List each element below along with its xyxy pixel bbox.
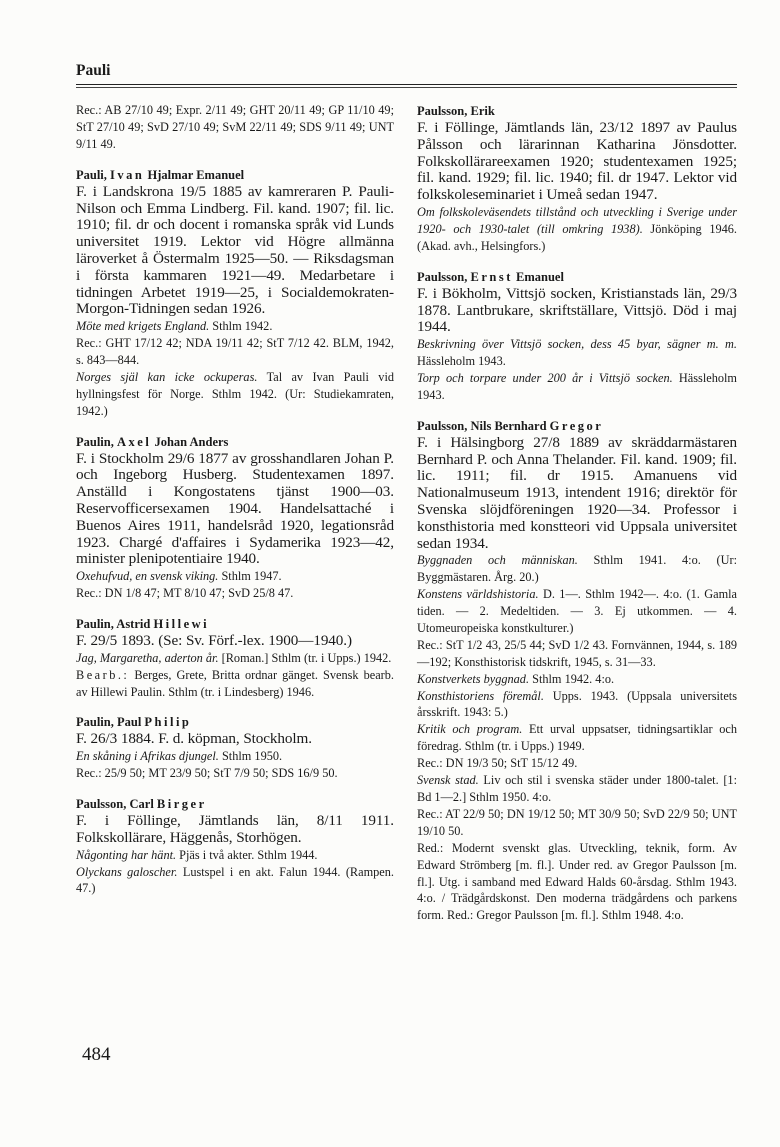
entry-heading [417,268,737,286]
work-title: En skåning i Afrikas djungel. [76,749,219,764]
heading-text: Emanuel [512,269,564,284]
text-segment: [Roman.] Sthlm (tr. i Upps.) 1942. [218,650,392,665]
work-title: Möte med krigets England. [76,319,210,334]
bibliography-text [417,336,737,370]
page-number: 484 [82,1044,111,1065]
text-segment: Jönköping 1946. (Akad. avh., Helsingfors.) [417,221,737,253]
text-segment: Ett urval uppsatser, tidningsartiklar och föredrag. Sthlm (tr. i Upps.) 1949. [417,722,737,754]
bibliography-text [417,721,737,755]
entry-paulsson-ernst [417,268,737,404]
bibliography-text [76,748,394,765]
bibliography-text [76,102,394,153]
work-title: Konstens världshistoria. [417,587,539,602]
bibliography-text [417,637,737,671]
text-segment: Rec.: DN 1/8 47; MT 8/10 47; SvD 25/8 47. [76,586,294,601]
biography-text [76,731,394,748]
work-title: Jag, Margaretha, aderton år. [76,650,219,665]
text-segment: Liv och stil i svenska städer under 1800-talet. [1: Bd 1—2.] Sthlm 1950. 4:o. [417,773,737,804]
entry-pauli-ivan [76,166,394,420]
text-segment: Berges, Grete, Britta ordnar gänget. Svensk bearb. av Hillewi Paulin. Sthlm (tr. i Lindesberg) 1946. [76,667,394,699]
work-title: Beskrivning över Vittsjö socken, dess 45 byar, sägner m. m. [417,337,737,352]
entry-pauli-rec [76,102,394,153]
biography-text [417,435,737,553]
bibliography-text [417,755,737,772]
bibliography-text [76,765,394,782]
text-segment: Upps. 1943. (Uppsala universitets årsskrift. 1943: 5.) [417,688,737,720]
work-title: Oxehufvud, en svensk viking. [76,569,219,584]
work-title: Torp och torpare under 200 år i Vittsjö socken. [417,370,673,385]
bibliography-text [76,369,394,420]
bibliography-text [76,318,394,335]
text-segment: F. i Föllinge, Jämtlands län, 23/12 1897 av Paulus Pålsson och lärarinnan Katharina Jönsdotter. Folkskollärareexamen 1920; studentexamen 1925; fil. kand. 1929; fil. lic. 1940; fil. dr 1947. Lektor vid folkskoleseminariet i Umeå sedan 1947. [417,119,737,204]
work-title: Konsthistoriens föremål. [417,688,544,703]
text-segment: F. i Stockholm 29/6 1877 av grosshandlaren Johan P. och Ingeborg Husberg. Studentexamen 1897. Anställd i Kongostatens tjänst 1900—03. Reservofficersexamen 1904. Handelsattaché i Buenos Aires 1911, handelsråd 1920, legationsråd 1923. Chargé d'affaires i Sydamerika 1923—42, minister plenipotentiaire 1940. [76,449,394,568]
text-segment: Sthlm 1942. [209,319,273,334]
work-title: Olyckans galoscher. [76,864,178,879]
entry-paulin-paul [76,713,394,782]
work-title: Byggnaden och människan. [417,553,578,568]
work-title: Kritik och program. [417,722,523,737]
biography-text [76,184,394,318]
bibliography-text [417,671,737,688]
biography-text [76,813,394,847]
work-title: Någonting har hänt. [76,847,177,862]
text-segment: F. i Landskrona 19/5 1885 av kamreraren P. Pauli-Nilson och Emma Lindberg. Fil. kand. 1907; fil. lic. 1910; fil. dr och docent i romanska språk vid Lunds universitet 1919. Lektor vid Högre allmänna läroverket å Östermalm 1925—50. — Riksdagsman i första kammaren 1921—49. Medarbetare i tidningen Arbetet 1919—25, i Socialdemokraten-Morgon-Tidningen sedan 1926. [76,182,394,318]
left-column [76,102,394,910]
text-segment: Lustspel i en akt. Falun 1944. (Rampen. 47.) [76,864,394,896]
bibliography-text [417,688,737,722]
bibliography-text [76,650,394,667]
entry-paulsson-nils [417,417,737,925]
heading-text: Hjalmar Emanuel [144,167,245,182]
text-segment: F. 29/5 1893. (Se: Sv. Förf.-lex. 1900—1940.) [76,631,352,649]
biography-text [76,633,394,650]
bibliography-text [76,847,394,864]
text-segment: Rec.: DN 19/3 50; StT 15/12 49. [417,756,578,771]
entry-heading [76,615,394,633]
text-segment: Tal av Ivan Pauli vid hyllningsfest för Norge. Sthlm 1942. (Ur: Studiekamraten, 1942.) [76,369,395,418]
biography-text [76,451,394,569]
text-segment: Sthlm 1941. 4:o. (Ur: Byggmästaren. Årg. 20.) [417,553,737,585]
bibliography-text [76,585,394,602]
text-segment: Bearb.: [76,667,130,682]
text-segment: Sthlm 1942. 4:o. [529,671,615,686]
work-title: Om folkskoleväsendets tillstånd och utveckling i Sverige under 1920- och 1930-talet (till omkring 1938). [417,204,737,236]
work-title: Norges själ kan icke ockuperas. [76,369,258,384]
biography-text [417,286,737,336]
text-segment: Rec.: AT 22/9 50; DN 19/12 50; MT 30/9 50; SvD 22/9 50; UNT 19/10 50. [417,806,737,838]
running-header: Pauli [76,62,111,79]
heading-text: Ernst [470,269,513,284]
heading-text: Paulsson, Erik [417,104,495,118]
heading-text: Paulsson, Carl [76,797,157,812]
text-segment: Pjäs i två akter. Sthlm 1944. [176,847,318,862]
entry-heading [76,433,394,451]
heading-text: Gregor [549,418,604,433]
text-segment: Rec.: StT 1/2 43, 25/5 44; SvD 1/2 43. Fornvännen, 1944, s. 189—192; Konsthistorisk tidskrift, 1945, s. 31—33. [417,637,737,669]
right-column [417,102,737,937]
text-segment: F. i Bökholm, Vittsjö socken, Kristianstads län, 29/3 1878. Lantbrukare, skriftställare, Vittsjö. Död i maj 1944. [417,284,737,336]
heading-text: Hillewi [153,616,210,631]
entry-heading [76,795,394,813]
text-segment: Red.: Modernt svenskt glas. Utveckling, teknik, form. Av Edward Strömberg [m. fl.]. Under red. av Gregor Paulsson [m. fl.]. Utg. i samband med Edward Halds 60-årsdag. Sthlm 1943. 4:o. / Trädgårdskonst. Den moderna trädgårdens och parkens form. Red.: Gregor Paulsson [m. fl.]. Sthlm 1948. 4:o. [417,840,737,923]
bibliography-text [76,335,394,369]
heading-text: Paulsson, Nils Bernhard [417,418,550,433]
text-segment: Rec.: GHT 17/12 42; NDA 19/11 42; StT 7/12 42. BLM, 1942, s. 843—844. [76,336,394,367]
entry-paulsson-erik [417,102,737,255]
entry-heading [76,713,394,731]
text-segment: Sthlm 1950. [218,749,283,764]
text-segment: F. i Hälsingborg 27/8 1889 av skräddarmästaren Bernhard P. och Anna Thelander. Fil. kand. 1909; fil. lic. 1911; fil. dr 1915. Amanuens vid Nationalmuseum 1913, intendent 1916; direktör för Svenska slöjdföreningen 1920—34. Professor i konsthistoria med konstteori vid Uppsala universitet sedan 1934. [417,433,737,552]
bibliography-text [76,864,394,898]
heading-text: Paulsson, [417,269,471,284]
heading-text: Paulin, [76,434,117,449]
heading-text: Axel [117,434,152,449]
text-segment: Rec.: 25/9 50; MT 23/9 50; StT 7/9 50; SDS 16/9 50. [76,766,338,781]
heading-text: Paulin, Astrid [76,616,154,631]
text-segment: Rec.: AB 27/10 49; Expr. 2/11 49; GHT 20/11 49; GP 11/10 49; StT 27/10 49; SvD 27/10 49; SvM 22/11 49; SDS 9/11 49; UNT 9/11 49. [76,103,394,151]
bibliography-text [76,568,394,585]
text-segment: Hässleholm 1943. [417,370,737,402]
text-segment: Sthlm 1947. [218,569,282,584]
entry-paulin-astrid [76,615,394,701]
bibliography-text [76,667,394,701]
text-segment: F. 26/3 1884. F. d. köpman, Stockholm. [76,730,312,748]
biography-text [417,120,737,204]
entry-paulin-axel [76,433,394,602]
bibliography-text [417,586,737,637]
heading-text: Ivan [110,167,145,182]
work-title: Konstverkets byggnad. [417,671,530,686]
heading-text: Paulin, Paul [76,715,145,730]
heading-text: Johan Anders [151,434,229,449]
heading-text: Pauli, [76,167,111,182]
text-segment: D. 1—. Sthlm 1942—. 4:o. (1. Gamla tiden. — 2. Medeltiden. — 3. Ej utkommen. — 4. Utomeuropeiska konstkulturer.) [417,587,738,635]
entry-heading [417,417,737,435]
bibliography-text [417,840,737,925]
bibliography-text [417,772,737,806]
entry-heading [417,102,737,120]
bibliography-text [417,806,737,840]
bibliography-text [417,204,737,255]
bibliography-text [417,552,737,586]
entry-heading [76,166,394,184]
entry-paulsson-carl [76,795,394,897]
text-segment: Hässleholm 1943. [417,354,506,368]
heading-text: Philip [144,715,192,730]
header-rule [76,84,737,88]
work-title: Svensk stad. [417,773,479,788]
heading-text: Birger [156,797,207,812]
text-segment: F. i Föllinge, Jämtlands län, 8/11 1911. Folkskollärare, Häggenås, Storhögen. [76,812,394,846]
bibliography-text [417,370,737,404]
